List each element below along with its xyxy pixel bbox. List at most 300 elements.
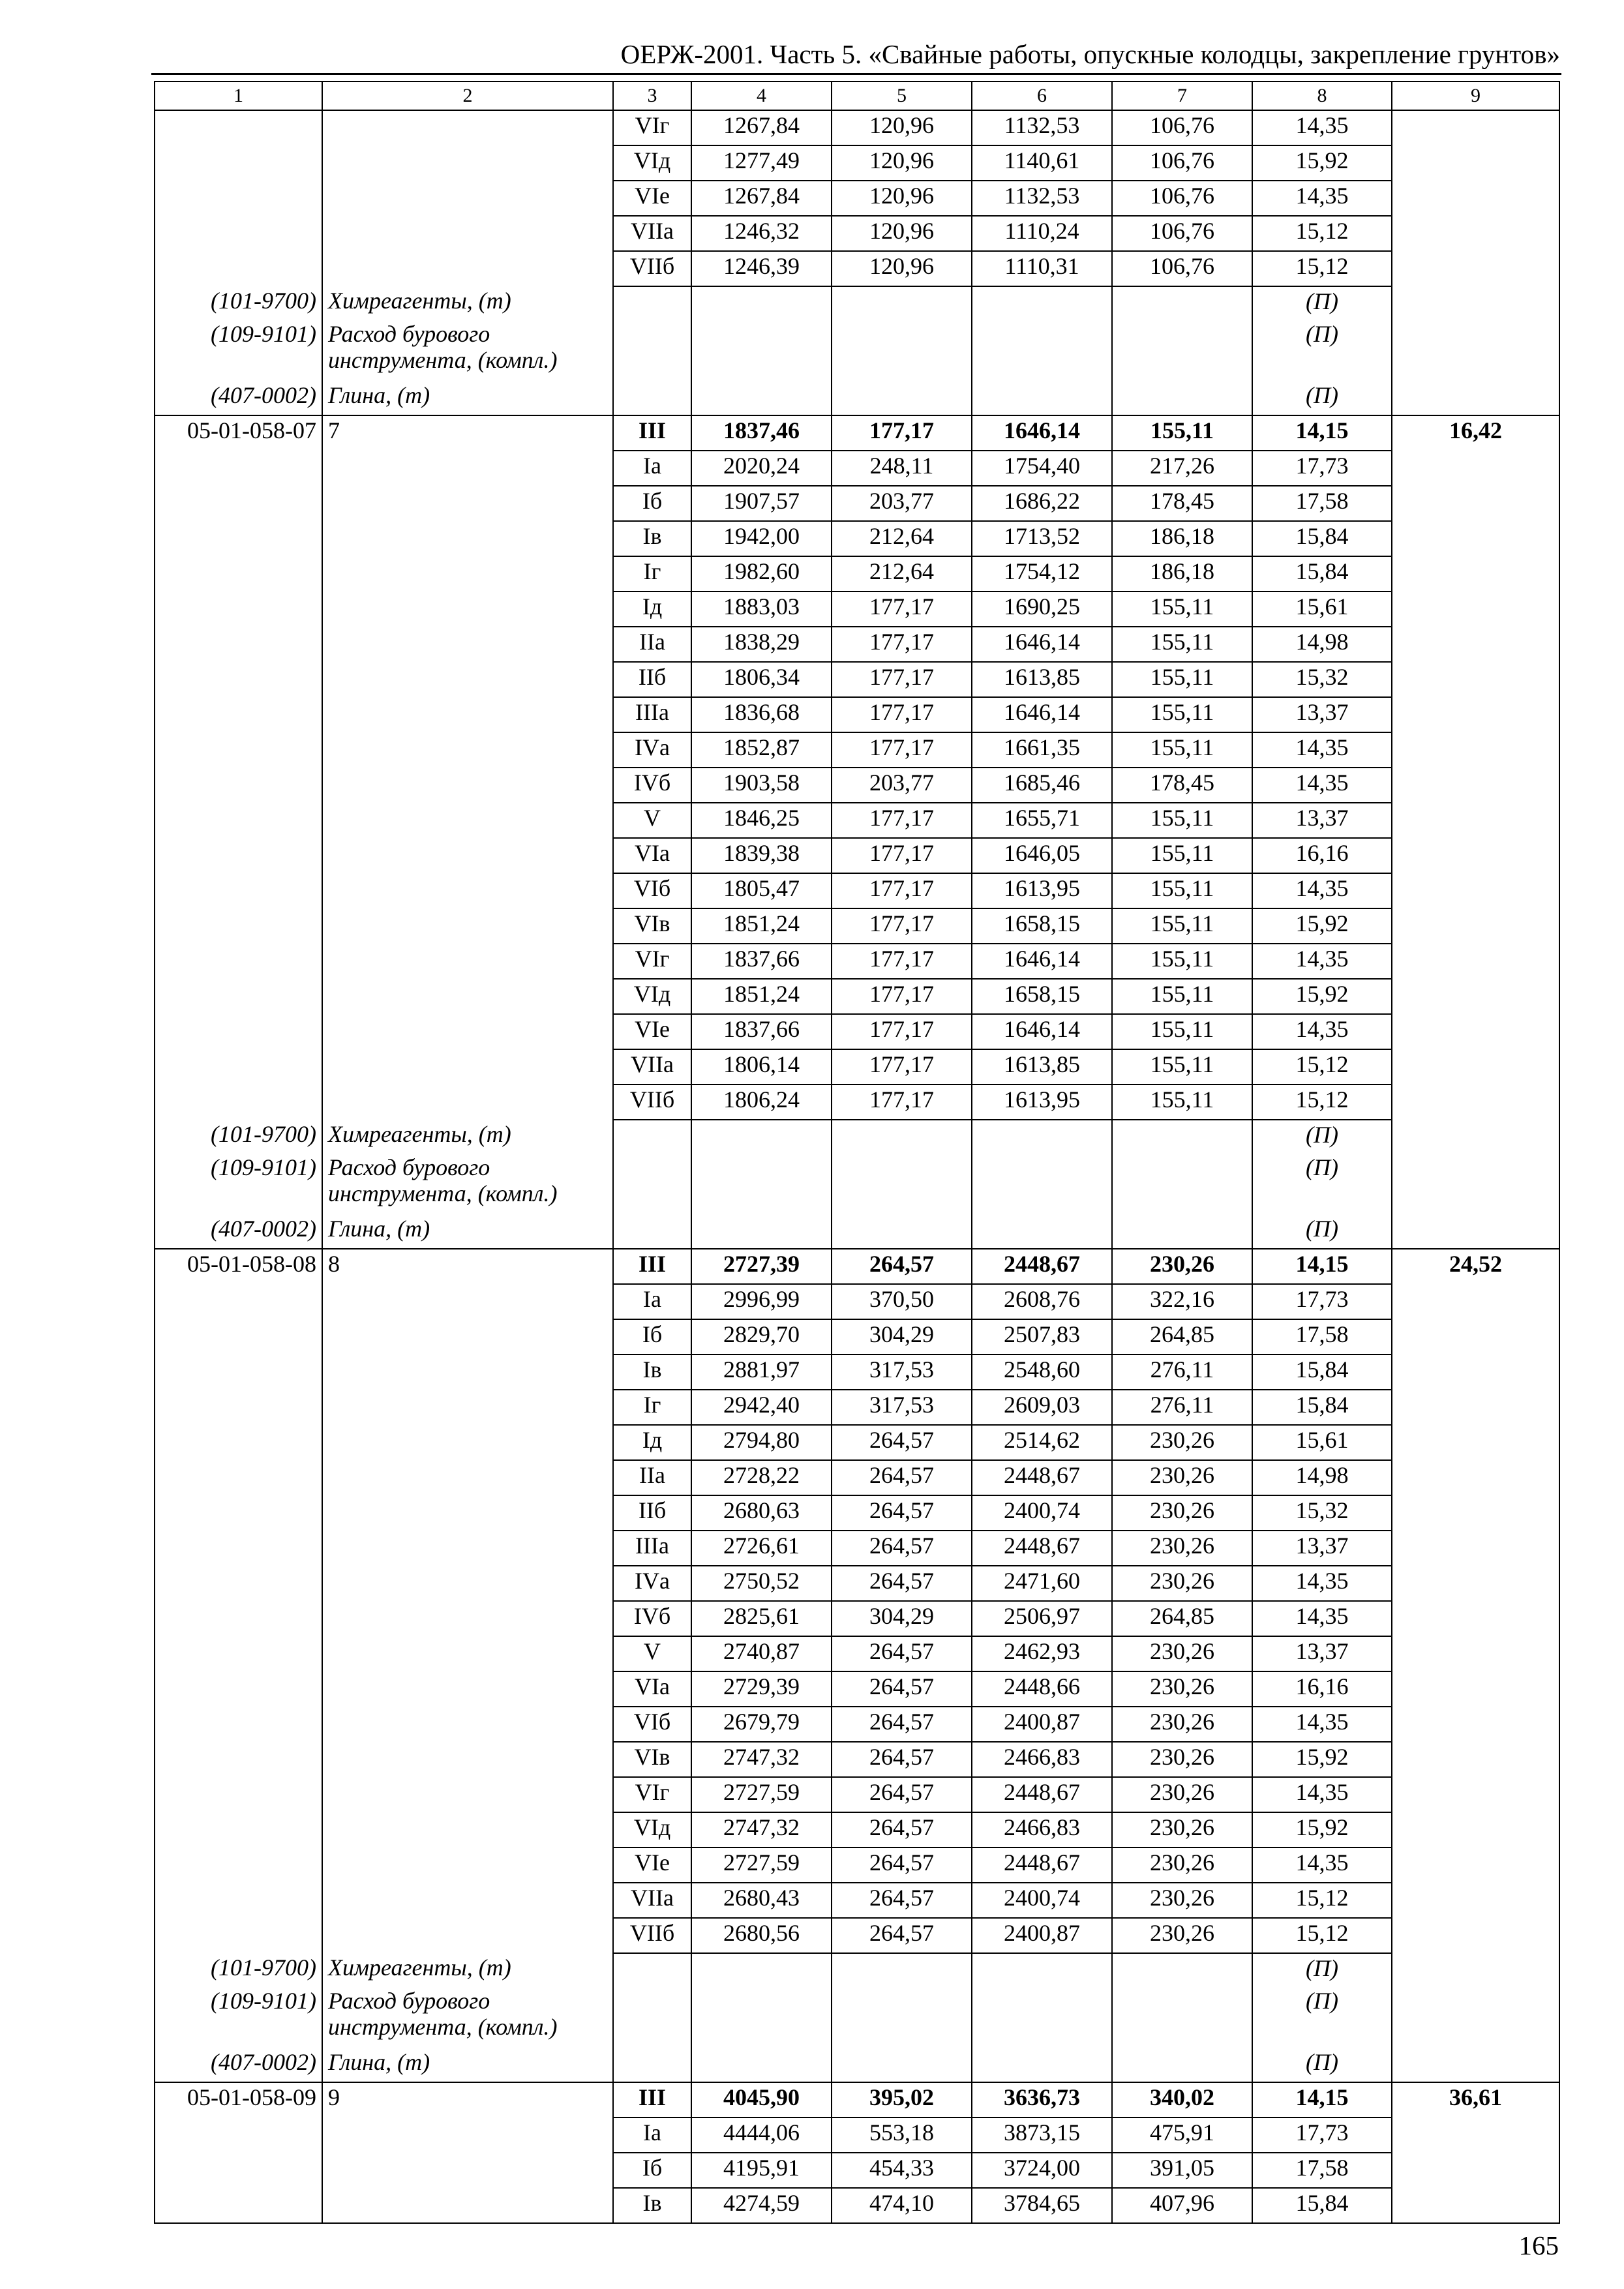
machine-operator-wages: 155,11 <box>1112 415 1252 451</box>
rate-code: 05-01-058-07 <box>155 415 322 451</box>
region-category: VIа <box>613 1671 691 1707</box>
empty-cell <box>972 1120 1112 1154</box>
column-number: 5 <box>832 82 972 110</box>
total-labor <box>1392 908 1559 944</box>
resource-name: Химреагенты, (т) <box>322 1120 613 1154</box>
rate-number <box>322 1354 613 1390</box>
direct-costs: 1805,47 <box>691 873 832 908</box>
labor-hours: 15,84 <box>1252 2188 1392 2223</box>
machine-operator-wages: 322,16 <box>1112 1284 1252 1319</box>
labor-wages: 212,64 <box>832 556 972 591</box>
resource-row <box>155 1120 1559 1154</box>
total-labor <box>1392 181 1559 216</box>
rate-number <box>322 556 613 591</box>
empty-cell <box>832 321 972 381</box>
direct-costs: 4195,91 <box>691 2153 832 2188</box>
region-category: VIе <box>613 1014 691 1049</box>
direct-costs: 2750,52 <box>691 1566 832 1601</box>
resource-row <box>155 1214 1559 1249</box>
machine-operator-wages: 155,11 <box>1112 979 1252 1014</box>
machine-operator-wages: 230,26 <box>1112 1812 1252 1848</box>
region-category: VIд <box>613 1812 691 1848</box>
rate-code <box>155 451 322 486</box>
total-labor <box>1392 110 1559 145</box>
total-labor <box>1392 979 1559 1014</box>
region-category: VIIа <box>613 1883 691 1918</box>
direct-costs: 1806,14 <box>691 1049 832 1085</box>
empty-cell <box>972 1953 1112 1988</box>
rate-number <box>322 1777 613 1812</box>
labor-hours: 17,73 <box>1252 1284 1392 1319</box>
empty-cell <box>832 1953 972 1988</box>
labor-wages: 264,57 <box>832 1460 972 1495</box>
resource-note: (П) <box>1252 321 1392 381</box>
rate-number <box>322 181 613 216</box>
total-labor: 36,61 <box>1392 2082 1559 2117</box>
resource-row <box>155 1953 1559 1988</box>
total-labor <box>1392 873 1559 908</box>
empty-cell <box>613 1154 691 1214</box>
table-row <box>155 1460 1559 1495</box>
machine-operator-wages: 264,85 <box>1112 1319 1252 1354</box>
table-row <box>155 451 1559 486</box>
labor-hours: 13,37 <box>1252 1636 1392 1671</box>
machine-operator-wages: 178,45 <box>1112 768 1252 803</box>
empty-cell <box>691 1120 832 1154</box>
labor-hours: 13,37 <box>1252 1531 1392 1566</box>
table-row <box>155 1636 1559 1671</box>
empty-cell <box>1392 1214 1559 1249</box>
rate-number: 7 <box>322 415 613 451</box>
rate-number <box>322 838 613 873</box>
labor-wages: 264,57 <box>832 1531 972 1566</box>
labor-wages: 203,77 <box>832 768 972 803</box>
total-labor <box>1392 251 1559 286</box>
rate-number: 9 <box>322 2082 613 2117</box>
machine-operator-wages: 155,11 <box>1112 1049 1252 1085</box>
labor-hours: 15,92 <box>1252 979 1392 1014</box>
machine-costs: 1646,14 <box>972 944 1112 979</box>
table-row <box>155 1883 1559 1918</box>
machine-costs: 2448,67 <box>972 1460 1112 1495</box>
labor-hours: 14,15 <box>1252 415 1392 451</box>
labor-hours: 15,12 <box>1252 1918 1392 1953</box>
labor-hours: 17,73 <box>1252 2117 1392 2153</box>
total-labor <box>1392 145 1559 181</box>
labor-hours: 14,98 <box>1252 627 1392 662</box>
table-row <box>155 1014 1559 1049</box>
table-row <box>155 732 1559 768</box>
table-row <box>155 1742 1559 1777</box>
rate-code <box>155 908 322 944</box>
machine-costs: 2514,62 <box>972 1425 1112 1460</box>
machine-costs: 1613,95 <box>972 873 1112 908</box>
rate-code <box>155 1777 322 1812</box>
table-row <box>155 2117 1559 2153</box>
labor-wages: 120,96 <box>832 251 972 286</box>
total-labor <box>1392 697 1559 732</box>
total-labor <box>1392 838 1559 873</box>
total-labor <box>1392 1531 1559 1566</box>
machine-costs: 1613,85 <box>972 662 1112 697</box>
direct-costs: 2680,43 <box>691 1883 832 1918</box>
total-labor: 24,52 <box>1392 1249 1559 1284</box>
direct-costs: 2727,59 <box>691 1848 832 1883</box>
total-labor <box>1392 1883 1559 1918</box>
rate-code <box>155 803 322 838</box>
rate-code <box>155 1601 322 1636</box>
total-labor <box>1392 1812 1559 1848</box>
table-row <box>155 110 1559 145</box>
column-number: 4 <box>691 82 832 110</box>
labor-wages: 120,96 <box>832 110 972 145</box>
region-category: VIIа <box>613 216 691 251</box>
region-category: VIд <box>613 145 691 181</box>
machine-costs: 1613,85 <box>972 1049 1112 1085</box>
machine-costs: 1661,35 <box>972 732 1112 768</box>
rate-number <box>322 732 613 768</box>
empty-cell <box>1112 286 1252 321</box>
direct-costs: 1246,39 <box>691 251 832 286</box>
resource-code: (407-0002) <box>155 1214 322 1249</box>
machine-operator-wages: 475,91 <box>1112 2117 1252 2153</box>
region-category: IIIа <box>613 697 691 732</box>
machine-operator-wages: 217,26 <box>1112 451 1252 486</box>
labor-hours: 16,16 <box>1252 838 1392 873</box>
empty-cell <box>691 321 832 381</box>
resource-name: Расход бурового инструмента, (компл.) <box>322 1988 613 2048</box>
direct-costs: 2728,22 <box>691 1460 832 1495</box>
labor-hours: 15,92 <box>1252 1812 1392 1848</box>
rate-code <box>155 251 322 286</box>
machine-costs: 2448,66 <box>972 1671 1112 1707</box>
empty-cell <box>832 1154 972 1214</box>
direct-costs: 2740,87 <box>691 1636 832 1671</box>
total-labor <box>1392 556 1559 591</box>
machine-costs: 2506,97 <box>972 1601 1112 1636</box>
labor-wages: 177,17 <box>832 732 972 768</box>
empty-cell <box>832 1120 972 1154</box>
empty-cell <box>832 286 972 321</box>
labor-wages: 264,57 <box>832 1249 972 1284</box>
labor-wages: 304,29 <box>832 1319 972 1354</box>
machine-costs: 2608,76 <box>972 1284 1112 1319</box>
resource-note: (П) <box>1252 1154 1392 1214</box>
labor-hours: 16,16 <box>1252 1671 1392 1707</box>
direct-costs: 1837,66 <box>691 1014 832 1049</box>
machine-operator-wages: 230,26 <box>1112 1495 1252 1531</box>
machine-operator-wages: 155,11 <box>1112 1085 1252 1120</box>
labor-wages: 264,57 <box>832 1707 972 1742</box>
machine-costs: 1685,46 <box>972 768 1112 803</box>
rate-number <box>322 662 613 697</box>
labor-wages: 264,57 <box>832 1742 972 1777</box>
labor-hours: 15,12 <box>1252 251 1392 286</box>
total-labor <box>1392 1636 1559 1671</box>
resource-note: (П) <box>1252 286 1392 321</box>
rate-code <box>155 697 322 732</box>
labor-hours: 15,32 <box>1252 1495 1392 1531</box>
labor-wages: 264,57 <box>832 1636 972 1671</box>
empty-cell <box>613 2048 691 2082</box>
machine-costs: 1646,14 <box>972 1014 1112 1049</box>
region-category: IVа <box>613 732 691 768</box>
machine-costs: 2466,83 <box>972 1742 1112 1777</box>
rate-code <box>155 979 322 1014</box>
machine-costs: 2448,67 <box>972 1249 1112 1284</box>
rate-code <box>155 556 322 591</box>
table-row <box>155 944 1559 979</box>
labor-hours: 14,35 <box>1252 732 1392 768</box>
empty-cell <box>1392 381 1559 415</box>
machine-costs: 3724,00 <box>972 2153 1112 2188</box>
table-row <box>155 1425 1559 1460</box>
machine-operator-wages: 186,18 <box>1112 521 1252 556</box>
direct-costs: 1942,00 <box>691 521 832 556</box>
labor-hours: 15,92 <box>1252 145 1392 181</box>
rate-number <box>322 627 613 662</box>
labor-hours: 14,35 <box>1252 944 1392 979</box>
labor-wages: 177,17 <box>832 415 972 451</box>
empty-cell <box>832 1214 972 1249</box>
region-category: IIб <box>613 1495 691 1531</box>
direct-costs: 1903,58 <box>691 768 832 803</box>
labor-wages: 304,29 <box>832 1601 972 1636</box>
total-labor <box>1392 1566 1559 1601</box>
total-labor <box>1392 2117 1559 2153</box>
machine-operator-wages: 230,26 <box>1112 1249 1252 1284</box>
labor-hours: 15,61 <box>1252 1425 1392 1460</box>
labor-wages: 264,57 <box>832 1566 972 1601</box>
machine-costs: 2609,03 <box>972 1390 1112 1425</box>
resource-row <box>155 2048 1559 2082</box>
region-category: VIв <box>613 1742 691 1777</box>
direct-costs: 1846,25 <box>691 803 832 838</box>
rate-number <box>322 697 613 732</box>
column-number: 2 <box>322 82 613 110</box>
empty-cell <box>613 1988 691 2048</box>
total-labor <box>1392 1085 1559 1120</box>
resource-name: Расход бурового инструмента, (компл.) <box>322 1154 613 1214</box>
machine-operator-wages: 276,11 <box>1112 1354 1252 1390</box>
region-category: VIб <box>613 873 691 908</box>
machine-operator-wages: 230,26 <box>1112 1883 1252 1918</box>
rate-number <box>322 1883 613 1918</box>
total-labor <box>1392 216 1559 251</box>
direct-costs: 2679,79 <box>691 1707 832 1742</box>
region-category: IVб <box>613 768 691 803</box>
machine-costs: 2400,74 <box>972 1883 1112 1918</box>
total-labor <box>1392 768 1559 803</box>
machine-operator-wages: 155,11 <box>1112 732 1252 768</box>
total-labor <box>1392 944 1559 979</box>
labor-wages: 177,17 <box>832 873 972 908</box>
labor-wages: 212,64 <box>832 521 972 556</box>
empty-cell <box>1392 1120 1559 1154</box>
direct-costs: 1806,34 <box>691 662 832 697</box>
rate-number <box>322 1531 613 1566</box>
column-number: 9 <box>1392 82 1559 110</box>
rate-number <box>322 908 613 944</box>
resource-name: Глина, (т) <box>322 381 613 415</box>
machine-operator-wages: 407,96 <box>1112 2188 1252 2223</box>
rate-code <box>155 1319 322 1354</box>
rate-code <box>155 1495 322 1531</box>
rate-number <box>322 216 613 251</box>
rate-code <box>155 591 322 627</box>
direct-costs: 1852,87 <box>691 732 832 768</box>
rate-code <box>155 1531 322 1566</box>
direct-costs: 4045,90 <box>691 2082 832 2117</box>
empty-cell <box>1112 1988 1252 2048</box>
table-row <box>155 1777 1559 1812</box>
empty-cell <box>1112 1953 1252 1988</box>
table-row <box>155 1390 1559 1425</box>
region-category: Iа <box>613 451 691 486</box>
rate-number <box>322 451 613 486</box>
empty-cell <box>691 381 832 415</box>
machine-operator-wages: 230,26 <box>1112 1531 1252 1566</box>
rate-code <box>155 145 322 181</box>
direct-costs: 2881,97 <box>691 1354 832 1390</box>
table-row <box>155 1812 1559 1848</box>
column-number-row <box>155 82 1559 110</box>
table-row <box>155 1848 1559 1883</box>
rate-code <box>155 838 322 873</box>
column-number: 7 <box>1112 82 1252 110</box>
rate-number <box>322 1425 613 1460</box>
direct-costs: 1907,57 <box>691 486 832 521</box>
region-category: Iд <box>613 1425 691 1460</box>
machine-costs: 2471,60 <box>972 1566 1112 1601</box>
column-number: 3 <box>613 82 691 110</box>
direct-costs: 2680,63 <box>691 1495 832 1531</box>
total-labor <box>1392 1319 1559 1354</box>
rate-code <box>155 110 322 145</box>
machine-operator-wages: 106,76 <box>1112 181 1252 216</box>
labor-wages: 317,53 <box>832 1354 972 1390</box>
machine-costs: 1686,22 <box>972 486 1112 521</box>
rate-code <box>155 662 322 697</box>
rate-number <box>322 873 613 908</box>
direct-costs: 1267,84 <box>691 181 832 216</box>
rate-number <box>322 1812 613 1848</box>
rate-number <box>322 1636 613 1671</box>
empty-cell <box>1112 1120 1252 1154</box>
rate-code <box>155 1284 322 1319</box>
total-labor <box>1392 1918 1559 1953</box>
table-row <box>155 1707 1559 1742</box>
direct-costs: 2829,70 <box>691 1319 832 1354</box>
labor-hours: 15,61 <box>1252 591 1392 627</box>
region-category: VIб <box>613 1707 691 1742</box>
labor-wages: 264,57 <box>832 1848 972 1883</box>
region-category: VIа <box>613 838 691 873</box>
rate-number <box>322 1085 613 1120</box>
total-labor <box>1392 486 1559 521</box>
labor-hours: 17,73 <box>1252 451 1392 486</box>
total-labor <box>1392 2153 1559 2188</box>
resource-code: (109-9101) <box>155 321 322 381</box>
rate-code <box>155 1918 322 1953</box>
direct-costs: 1851,24 <box>691 908 832 944</box>
machine-costs: 3784,65 <box>972 2188 1112 2223</box>
labor-wages: 317,53 <box>832 1390 972 1425</box>
empty-cell <box>972 1154 1112 1214</box>
empty-cell <box>613 1953 691 1988</box>
table-row <box>155 1671 1559 1707</box>
column-number: 1 <box>155 82 322 110</box>
region-category: IVб <box>613 1601 691 1636</box>
resource-name: Глина, (т) <box>322 2048 613 2082</box>
machine-costs: 3636,73 <box>972 2082 1112 2117</box>
labor-wages: 120,96 <box>832 216 972 251</box>
rate-number <box>322 1918 613 1953</box>
machine-costs: 2448,67 <box>972 1531 1112 1566</box>
rate-code <box>155 1460 322 1495</box>
machine-costs: 1110,24 <box>972 216 1112 251</box>
machine-operator-wages: 155,11 <box>1112 908 1252 944</box>
machine-operator-wages: 155,11 <box>1112 838 1252 873</box>
machine-costs: 2400,74 <box>972 1495 1112 1531</box>
rate-code <box>155 1707 322 1742</box>
machine-costs: 1132,53 <box>972 181 1112 216</box>
machine-operator-wages: 230,26 <box>1112 1707 1252 1742</box>
empty-cell <box>613 1214 691 1249</box>
machine-operator-wages: 155,11 <box>1112 873 1252 908</box>
total-labor <box>1392 1390 1559 1425</box>
labor-hours: 15,84 <box>1252 556 1392 591</box>
rate-code: 05-01-058-08 <box>155 1249 322 1284</box>
machine-operator-wages: 391,05 <box>1112 2153 1252 2188</box>
direct-costs: 2747,32 <box>691 1812 832 1848</box>
table-row <box>155 1049 1559 1085</box>
empty-cell <box>1392 1988 1559 2048</box>
labor-wages: 264,57 <box>832 1495 972 1531</box>
labor-wages: 203,77 <box>832 486 972 521</box>
machine-operator-wages: 276,11 <box>1112 1390 1252 1425</box>
rate-number <box>322 944 613 979</box>
direct-costs: 2729,39 <box>691 1671 832 1707</box>
labor-hours: 15,32 <box>1252 662 1392 697</box>
direct-costs: 1982,60 <box>691 556 832 591</box>
total-labor <box>1392 732 1559 768</box>
rate-code: 05-01-058-09 <box>155 2082 322 2117</box>
labor-hours: 14,35 <box>1252 1566 1392 1601</box>
table-row <box>155 521 1559 556</box>
rate-code <box>155 216 322 251</box>
table-row <box>155 181 1559 216</box>
machine-costs: 2448,67 <box>972 1777 1112 1812</box>
region-category: III <box>613 415 691 451</box>
rate-number <box>322 1014 613 1049</box>
labor-wages: 248,11 <box>832 451 972 486</box>
region-category: Iв <box>613 521 691 556</box>
region-category: Iв <box>613 2188 691 2223</box>
machine-costs: 1754,12 <box>972 556 1112 591</box>
direct-costs: 1837,66 <box>691 944 832 979</box>
labor-wages: 264,57 <box>832 1812 972 1848</box>
machine-costs: 1690,25 <box>972 591 1112 627</box>
direct-costs: 1883,03 <box>691 591 832 627</box>
resource-name: Расход бурового инструмента, (компл.) <box>322 321 613 381</box>
empty-cell <box>832 2048 972 2082</box>
rate-number <box>322 1495 613 1531</box>
total-labor <box>1392 1707 1559 1742</box>
table-row <box>155 768 1559 803</box>
empty-cell <box>972 321 1112 381</box>
rate-number <box>322 1601 613 1636</box>
